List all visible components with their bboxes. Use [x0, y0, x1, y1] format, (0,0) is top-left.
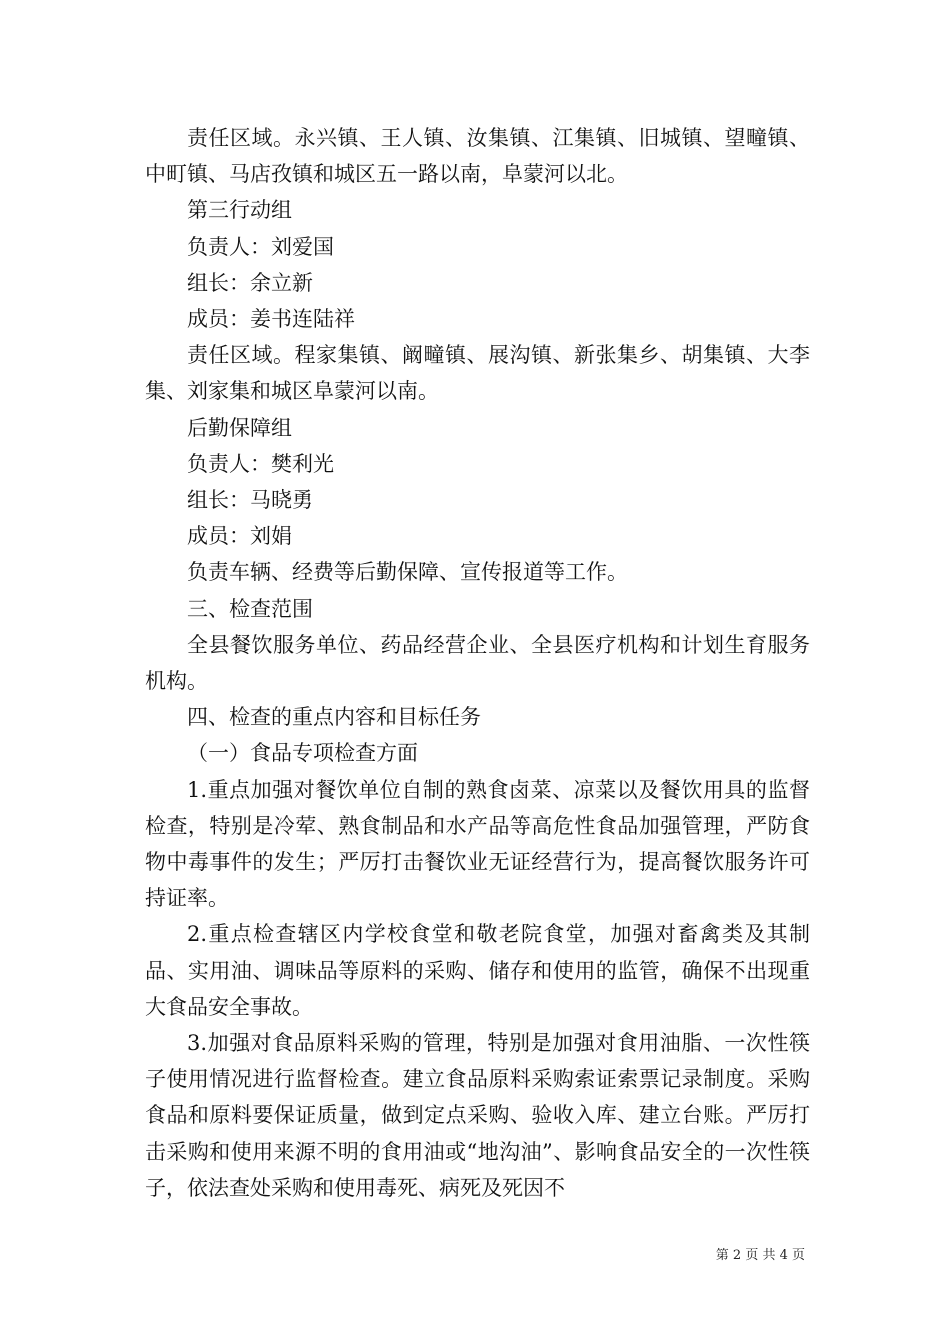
heading-inspection-scope: 三、检查范围: [187, 596, 313, 621]
page-number-footer: 第 2 页 共 4 页: [715, 1248, 805, 1263]
heading-logistics-group: 后勤保障组: [187, 415, 292, 440]
paragraph-responsibility-area-3: 责任区域。程家集镇、阚疃镇、展沟镇、新张集乡、胡集镇、大李集、刘家集和城区阜蒙河以南。: [145, 343, 810, 404]
paragraph-inspection-scope: 全县餐饮服务单位、药品经营企业、全县医疗机构和计划生育服务机构。: [145, 632, 810, 694]
paragraph-item-1: 1.重点加强对餐饮单位自制的熟食卤菜、凉菜以及餐饮用具的监督检查，特别是冷荤、熟食制品和水产品等高危性食品加强管理，严防食物中毒事件的发生；严厉打击餐饮业无证经营行为，提高餐饮服务许可持证率。: [145, 777, 810, 911]
document-body: [145, 120, 810, 1206]
paragraph-group3-captain: 组长：余立新: [187, 270, 313, 295]
paragraph-group3-leader: 负责人：刘爱国: [187, 234, 334, 259]
paragraph-item-3: 3.加强对食品原料采购的管理，特别是加强对食用油脂、一次性筷子使用情况进行监督检查。建立食品原料采购索证索票记录制度。采购食品和原料要保证质量，做到定点采购、验收入库、建立台账。严厉打击采购和使用来源不明的食用油或“地沟油”、影响食品安全的一次性筷子，依法查处采购和使用毒死、病死及死因不: [145, 1031, 810, 1200]
paragraph-logistics-captain: 组长：马晓勇: [187, 488, 313, 513]
heading-key-content-and-tasks: 四、检查的重点内容和目标任务: [187, 705, 481, 730]
paragraph-logistics-duties: 负责车辆、经费等后勤保障、宣传报道等工作。: [187, 560, 628, 585]
heading-food-inspection: （一）食品专项检查方面: [187, 741, 418, 766]
paragraph-logistics-leader: 负责人：樊利光: [187, 451, 334, 476]
paragraph-responsibility-area-2: 责任区域。永兴镇、王人镇、汝集镇、江集镇、旧城镇、望疃镇、中町镇、马店孜镇和城区五一路以南，阜蒙河以北。: [145, 126, 810, 187]
paragraph-logistics-members: 成员：刘娟: [187, 524, 292, 549]
paragraph-item-2: 2.重点检查辖区内学校食堂和敬老院食堂，加强对畜禽类及其制品、实用油、调味品等原料的采购、储存和使用的监管，确保不出现重大食品安全事故。: [145, 922, 810, 1019]
paragraph-group3-members: 成员：姜书连陆祥: [187, 307, 355, 332]
heading-third-action-group: 第三行动组: [187, 198, 292, 223]
